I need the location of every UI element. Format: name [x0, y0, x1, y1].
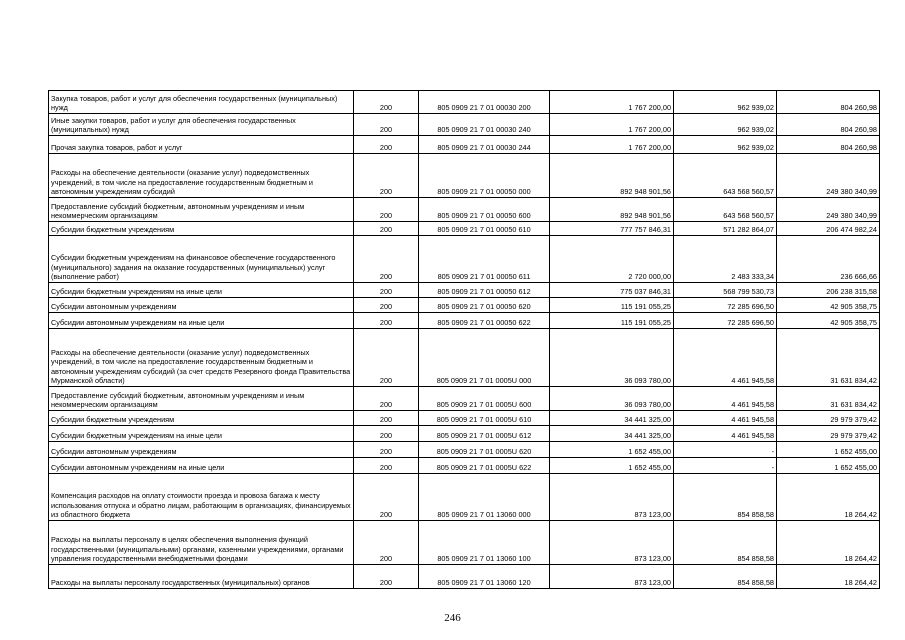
row-name-cell: Прочая закупка товаров, работ и услуг	[49, 136, 354, 154]
row-executed-cell: 2 483 333,34	[674, 236, 777, 283]
table-row	[49, 565, 880, 589]
row-approved-cell: 892 948 901,56	[550, 198, 674, 222]
row-code-cell: 200	[354, 298, 419, 313]
row-code-cell: 200	[354, 411, 419, 426]
table-row	[49, 313, 880, 329]
row-kbk-cell: 805 0909 21 7 01 13060 120	[419, 565, 550, 589]
row-executed-cell: 854 858,58	[674, 474, 777, 521]
row-name-cell: Субсидии автономным учреждениям на иные цели	[49, 313, 354, 329]
row-executed-cell: 962 939,02	[674, 136, 777, 154]
table-body	[49, 91, 880, 589]
row-code-cell: 200	[354, 283, 419, 298]
table-row	[49, 426, 880, 442]
row-executed-cell: 854 858,58	[674, 521, 777, 565]
row-executed-cell: 643 568 560,57	[674, 154, 777, 198]
row-approved-cell: 36 093 780,00	[550, 329, 674, 387]
row-unexecuted-cell: 31 631 834,42	[777, 329, 880, 387]
row-name-cell: Предоставление субсидий бюджетным, автономным учреждениям и иным некоммерческим организациям	[49, 198, 354, 222]
row-executed-cell: 962 939,02	[674, 114, 777, 136]
table-row	[49, 91, 880, 114]
row-unexecuted-cell: 804 260,98	[777, 114, 880, 136]
row-name-cell: Субсидии автономным учреждениям на иные цели	[49, 458, 354, 474]
row-kbk-cell: 805 0909 21 7 01 00050 611	[419, 236, 550, 283]
row-unexecuted-cell: 42 905 358,75	[777, 298, 880, 313]
row-approved-cell: 1 652 455,00	[550, 458, 674, 474]
row-unexecuted-cell: 236 666,66	[777, 236, 880, 283]
row-kbk-cell: 805 0909 21 7 01 0005U 610	[419, 411, 550, 426]
row-code-cell: 200	[354, 387, 419, 411]
table-row	[49, 136, 880, 154]
row-executed-cell: 4 461 945,58	[674, 329, 777, 387]
table-row	[49, 411, 880, 426]
row-name-cell: Субсидии бюджетным учреждениям на иные цели	[49, 426, 354, 442]
row-unexecuted-cell: 1 652 455,00	[777, 442, 880, 458]
row-approved-cell: 34 441 325,00	[550, 426, 674, 442]
row-kbk-cell: 805 0909 21 7 01 00050 620	[419, 298, 550, 313]
row-kbk-cell: 805 0909 21 7 01 13060 000	[419, 474, 550, 521]
row-kbk-cell: 805 0909 21 7 01 13060 100	[419, 521, 550, 565]
row-unexecuted-cell: 29 979 379,42	[777, 426, 880, 442]
row-executed-cell: 72 285 696,50	[674, 313, 777, 329]
row-code-cell: 200	[354, 426, 419, 442]
budget-execution-table	[48, 90, 880, 589]
row-approved-cell: 873 123,00	[550, 565, 674, 589]
row-approved-cell: 36 093 780,00	[550, 387, 674, 411]
table-row	[49, 387, 880, 411]
row-name-cell: Иные закупки товаров, работ и услуг для обеспечения государственных (муниципальных) нужд	[49, 114, 354, 136]
row-unexecuted-cell: 804 260,98	[777, 136, 880, 154]
row-unexecuted-cell: 29 979 379,42	[777, 411, 880, 426]
row-unexecuted-cell: 31 631 834,42	[777, 387, 880, 411]
row-code-cell: 200	[354, 565, 419, 589]
row-name-cell: Предоставление субсидий бюджетным, автономным учреждениям и иным некоммерческим организациям	[49, 387, 354, 411]
row-approved-cell: 1 767 200,00	[550, 91, 674, 114]
row-code-cell: 200	[354, 136, 419, 154]
row-kbk-cell: 805 0909 21 7 01 0005U 612	[419, 426, 550, 442]
row-code-cell: 200	[354, 521, 419, 565]
row-unexecuted-cell: 206 238 315,58	[777, 283, 880, 298]
row-name-cell: Субсидии бюджетным учреждениям на иные цели	[49, 283, 354, 298]
row-code-cell: 200	[354, 458, 419, 474]
row-code-cell: 200	[354, 313, 419, 329]
row-name-cell: Компенсация расходов на оплату стоимости проезда и провоза багажа к месту использования отпуска и обратно лицам, работающим в организациях, финансируемых из областного бюджета	[49, 474, 354, 521]
row-kbk-cell: 805 0909 21 7 01 00050 622	[419, 313, 550, 329]
row-unexecuted-cell: 249 380 340,99	[777, 198, 880, 222]
table-row	[49, 521, 880, 565]
row-approved-cell: 777 757 846,31	[550, 222, 674, 236]
row-code-cell: 200	[354, 222, 419, 236]
table-row	[49, 474, 880, 521]
row-approved-cell: 873 123,00	[550, 474, 674, 521]
row-name-cell: Расходы на обеспечение деятельности (оказание услуг) подведомственных учреждений, в том числе на предоставление государственным бюджетным и автономным учреждениям субсидий (за счет средств Резервного фонда Правительства Мурманской области)	[49, 329, 354, 387]
row-kbk-cell: 805 0909 21 7 01 00050 000	[419, 154, 550, 198]
row-kbk-cell: 805 0909 21 7 01 00030 240	[419, 114, 550, 136]
row-kbk-cell: 805 0909 21 7 01 00030 244	[419, 136, 550, 154]
page-number: 246	[444, 612, 461, 624]
row-executed-cell: 72 285 696,50	[674, 298, 777, 313]
row-executed-cell: 4 461 945,58	[674, 411, 777, 426]
row-executed-cell: 571 282 864,07	[674, 222, 777, 236]
row-unexecuted-cell: 18 264,42	[777, 474, 880, 521]
row-approved-cell: 115 191 055,25	[550, 313, 674, 329]
row-kbk-cell: 805 0909 21 7 01 00050 610	[419, 222, 550, 236]
row-approved-cell: 34 441 325,00	[550, 411, 674, 426]
table-row	[49, 222, 880, 236]
row-approved-cell: 115 191 055,25	[550, 298, 674, 313]
table-row	[49, 458, 880, 474]
table-row	[49, 236, 880, 283]
row-code-cell: 200	[354, 114, 419, 136]
row-kbk-cell: 805 0909 21 7 01 0005U 000	[419, 329, 550, 387]
row-unexecuted-cell: 18 264,42	[777, 521, 880, 565]
row-name-cell: Субсидии автономным учреждениям	[49, 442, 354, 458]
row-code-cell: 200	[354, 442, 419, 458]
row-executed-cell: 854 858,58	[674, 565, 777, 589]
row-code-cell: 200	[354, 154, 419, 198]
row-unexecuted-cell: 1 652 455,00	[777, 458, 880, 474]
row-approved-cell: 1 767 200,00	[550, 136, 674, 154]
row-unexecuted-cell: 42 905 358,75	[777, 313, 880, 329]
row-executed-cell: 568 799 530,73	[674, 283, 777, 298]
row-name-cell: Субсидии автономным учреждениям	[49, 298, 354, 313]
row-kbk-cell: 805 0909 21 7 01 00050 600	[419, 198, 550, 222]
row-kbk-cell: 805 0909 21 7 01 0005U 620	[419, 442, 550, 458]
table-row	[49, 198, 880, 222]
row-name-cell: Расходы на выплаты персоналу в целях обеспечения выполнения функций государственными (муниципальными) органами, казенными учреждениями, органами управления государственными внебюджетными фондами	[49, 521, 354, 565]
row-code-cell: 200	[354, 329, 419, 387]
row-kbk-cell: 805 0909 21 7 01 0005U 600	[419, 387, 550, 411]
row-executed-cell: 4 461 945,58	[674, 387, 777, 411]
table-row	[49, 329, 880, 387]
row-unexecuted-cell: 249 380 340,99	[777, 154, 880, 198]
row-executed-cell: -	[674, 442, 777, 458]
row-executed-cell: -	[674, 458, 777, 474]
row-executed-cell: 962 939,02	[674, 91, 777, 114]
row-approved-cell: 1 767 200,00	[550, 114, 674, 136]
row-code-cell: 200	[354, 236, 419, 283]
row-kbk-cell: 805 0909 21 7 01 0005U 622	[419, 458, 550, 474]
row-name-cell: Субсидии бюджетным учреждениям на финансовое обеспечение государственного (муниципального) задания на оказание государственных (муниципальных) услуг (выполнение работ)	[49, 236, 354, 283]
table-row	[49, 154, 880, 198]
row-executed-cell: 4 461 945,58	[674, 426, 777, 442]
row-unexecuted-cell: 18 264,42	[777, 565, 880, 589]
row-name-cell: Закупка товаров, работ и услуг для обеспечения государственных (муниципальных) нужд	[49, 91, 354, 114]
table-row	[49, 283, 880, 298]
row-kbk-cell: 805 0909 21 7 01 00050 612	[419, 283, 550, 298]
row-name-cell: Субсидии бюджетным учреждениям	[49, 411, 354, 426]
row-approved-cell: 2 720 000,00	[550, 236, 674, 283]
row-approved-cell: 892 948 901,56	[550, 154, 674, 198]
row-kbk-cell: 805 0909 21 7 01 00030 200	[419, 91, 550, 114]
row-approved-cell: 1 652 455,00	[550, 442, 674, 458]
table-row	[49, 442, 880, 458]
row-code-cell: 200	[354, 474, 419, 521]
table-row	[49, 298, 880, 313]
row-approved-cell: 775 037 846,31	[550, 283, 674, 298]
row-name-cell: Субсидии бюджетным учреждениям	[49, 222, 354, 236]
row-executed-cell: 643 568 560,57	[674, 198, 777, 222]
row-unexecuted-cell: 804 260,98	[777, 91, 880, 114]
row-name-cell: Расходы на обеспечение деятельности (оказание услуг) подведомственных учреждений, в том числе на предоставление государственным бюджетным и автономным учреждениям субсидий	[49, 154, 354, 198]
row-code-cell: 200	[354, 198, 419, 222]
row-approved-cell: 873 123,00	[550, 521, 674, 565]
row-unexecuted-cell: 206 474 982,24	[777, 222, 880, 236]
row-code-cell: 200	[354, 91, 419, 114]
row-name-cell: Расходы на выплаты персоналу государственных (муниципальных) органов	[49, 565, 354, 589]
table-row	[49, 114, 880, 136]
